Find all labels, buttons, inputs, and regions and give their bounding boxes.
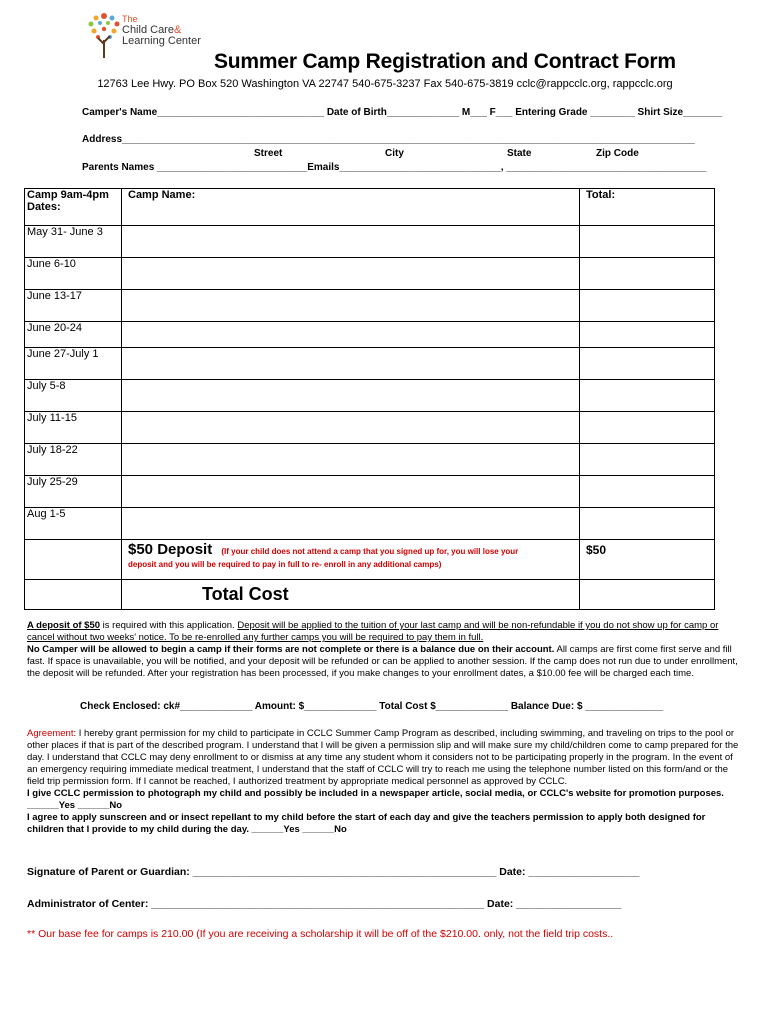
- table-row[interactable]: [25, 322, 715, 348]
- table-header-row: [25, 189, 715, 226]
- camp-name-cell[interactable]: [122, 444, 580, 476]
- date-cell: July 25-29: [25, 476, 122, 508]
- logo-amp: &: [173, 24, 182, 36]
- deposit-row: [25, 540, 715, 580]
- deposit-amount: $50: [580, 540, 715, 580]
- admin-signature-line[interactable]: Administrator of Center: _________________________________________________________ Date: __________________: [27, 898, 622, 910]
- city-label: City: [385, 148, 404, 159]
- total-cell[interactable]: [580, 322, 715, 348]
- camp-name-cell[interactable]: [122, 476, 580, 508]
- total-cell[interactable]: [580, 258, 715, 290]
- logo-childcare: Child Care: [122, 24, 174, 36]
- table-row[interactable]: [25, 476, 715, 508]
- camp-name-header: Camp Name:: [122, 189, 580, 226]
- sunscreen-permission[interactable]: I agree to apply sunscreen and or insect repellant to my child before the start of each day and give the teachers permission to apply both designed for children that I provide to my child during the day. ______Yes ______No: [27, 812, 706, 835]
- deposit-note-2: deposit and you will be required to pay in full to re- enroll in any additional camps): [128, 560, 442, 569]
- camp-name-cell[interactable]: [122, 412, 580, 444]
- agreement-section: [27, 728, 742, 836]
- table-row[interactable]: [25, 444, 715, 476]
- total-cell[interactable]: [580, 444, 715, 476]
- page-title: Summer Camp Registration and Contract Form: [214, 50, 676, 73]
- photo-permission: I give CCLC permission to photograph my child and possibly be included in a newspaper article, social media, or CCLC's website for promotion purposes.: [27, 788, 724, 799]
- camp-name-cell[interactable]: [122, 290, 580, 322]
- total-cell[interactable]: [580, 290, 715, 322]
- camp-name-cell[interactable]: [122, 322, 580, 348]
- parent-signature-line[interactable]: Signature of Parent or Guardian: ____________________________________________________ Date: ___________________: [27, 866, 640, 878]
- street-label: Street: [254, 148, 283, 159]
- deposit-cell: [122, 540, 580, 580]
- date-cell: July 18-22: [25, 444, 122, 476]
- logo-learning-center: Learning Center: [122, 35, 201, 47]
- table-row[interactable]: [25, 508, 715, 540]
- dates-header: Camp 9am-4pm Dates:: [25, 189, 122, 226]
- total-empty-cell: [25, 580, 122, 610]
- camp-name-cell[interactable]: [122, 258, 580, 290]
- total-cost-row: [25, 580, 715, 610]
- table-row[interactable]: [25, 226, 715, 258]
- total-cost-value[interactable]: [580, 580, 715, 610]
- logo-text: [122, 14, 201, 47]
- table-row[interactable]: [25, 290, 715, 322]
- date-cell: Aug 1-5: [25, 508, 122, 540]
- total-cost-label: Total Cost: [122, 580, 580, 610]
- total-cell[interactable]: [580, 348, 715, 380]
- date-cell: June 27-July 1: [25, 348, 122, 380]
- deposit-refund-text: Deposit will be applied to the tuition of your last camp and will be non-refundable if you do not show up for camp or cancel without two weeks' notice. To be re-enrolled any further camps you will be required to pay them in full.: [27, 620, 719, 643]
- date-cell: June 20-24: [25, 322, 122, 348]
- date-cell: June 6-10: [25, 258, 122, 290]
- date-cell: May 31- June 3: [25, 226, 122, 258]
- enrollment-rule-bold: No Camper will be allowed to begin a camp if their forms are not complete or there is a balance due on their account.: [27, 644, 555, 655]
- date-cell: June 13-17: [25, 290, 122, 322]
- table-row[interactable]: [25, 412, 715, 444]
- deposit-policy-text: is required with this application.: [100, 620, 238, 631]
- state-label: State: [507, 148, 532, 159]
- camps-table: [24, 188, 715, 610]
- camp-name-cell[interactable]: [122, 226, 580, 258]
- total-cell[interactable]: [580, 380, 715, 412]
- payment-line[interactable]: Check Enclosed: ck#_____________ Amount: $_____________ Total Cost $_____________ Balance Due: $ ______________: [80, 701, 664, 712]
- total-cell[interactable]: [580, 476, 715, 508]
- date-cell: July 11-15: [25, 412, 122, 444]
- enrollment-rule-text: All camps are first come first serve and fill fast. If space is unavailable, you will be notified, and your deposit will be refunded or can be applied to another session. If the camp does not run due to under enrollment, the deposit will be refunded. After your registration has been processed, if you make changes to your enrollment dates, a $10.00 fee will be charged each time.: [27, 644, 738, 679]
- camp-name-cell[interactable]: [122, 380, 580, 412]
- deposit-policy: [27, 620, 742, 680]
- deposit-note-1: (If your child does not attend a camp that you signed up for, you will lose your: [221, 547, 519, 556]
- deposit-label: $50 Deposit: [128, 541, 213, 558]
- contact-address: 12763 Lee Hwy. PO Box 520 Washington VA 22747 540-675-3237 Fax 540-675-3819 cclc@rappcclc.org, rappcclc.org: [97, 78, 673, 90]
- agreement-text: : I hereby grant permission for my child to participate in CCLC Summer Camp Program as described, including swimming, and traveling on trips to the pool or other places if that is part of the described program. I understand that I will be given a permission slip and will make sure my child/children come to camp prepared for the day. I understand that CCLC may deny enrollment to or dismiss at any time any student whom it considers not to be participating properly in the program. In the event of an emergency requiring immediate medical treatment, I understand that the staff of CCLC will try to reach me using the telephone number listed on this form/and or the field trip permission form. If I cannot be reached, I authorized treatment by appropriate medical personnel as approved by CCLC.: [27, 728, 739, 787]
- parents-row[interactable]: Parents Names ___________________________Emails_____________________________, ____________________________________: [82, 162, 707, 173]
- date-cell: July 5-8: [25, 380, 122, 412]
- agreement-label: Agreement: [27, 728, 74, 739]
- camp-name-cell[interactable]: [122, 348, 580, 380]
- deposit-empty-cell: [25, 540, 122, 580]
- deposit-amount-text: A deposit of $50: [27, 620, 101, 631]
- address-row[interactable]: Address_______________________________________________________________________________________________________: [82, 134, 695, 145]
- photo-yes-no[interactable]: ______Yes ______No: [27, 800, 123, 811]
- logo-the: The: [122, 14, 138, 24]
- table-row[interactable]: [25, 348, 715, 380]
- zip-label: Zip Code: [596, 148, 639, 159]
- total-cell[interactable]: [580, 226, 715, 258]
- total-cell[interactable]: [580, 412, 715, 444]
- table-row[interactable]: [25, 258, 715, 290]
- camper-info-row[interactable]: Camper's Name______________________________ Date of Birth_____________ M___ F___ Entering Grade ________ Shirt Size_______: [82, 107, 723, 118]
- total-header: Total:: [580, 189, 715, 226]
- center-logo: [84, 10, 206, 62]
- base-fee-footnote: ** Our base fee for camps is 210.00 (If you are receiving a scholarship it will be off of the $210.00. only, not the field trip costs..: [27, 928, 614, 940]
- camp-name-cell[interactable]: [122, 508, 580, 540]
- total-cell[interactable]: [580, 508, 715, 540]
- tree-logo-icon: [84, 10, 124, 62]
- table-row[interactable]: [25, 380, 715, 412]
